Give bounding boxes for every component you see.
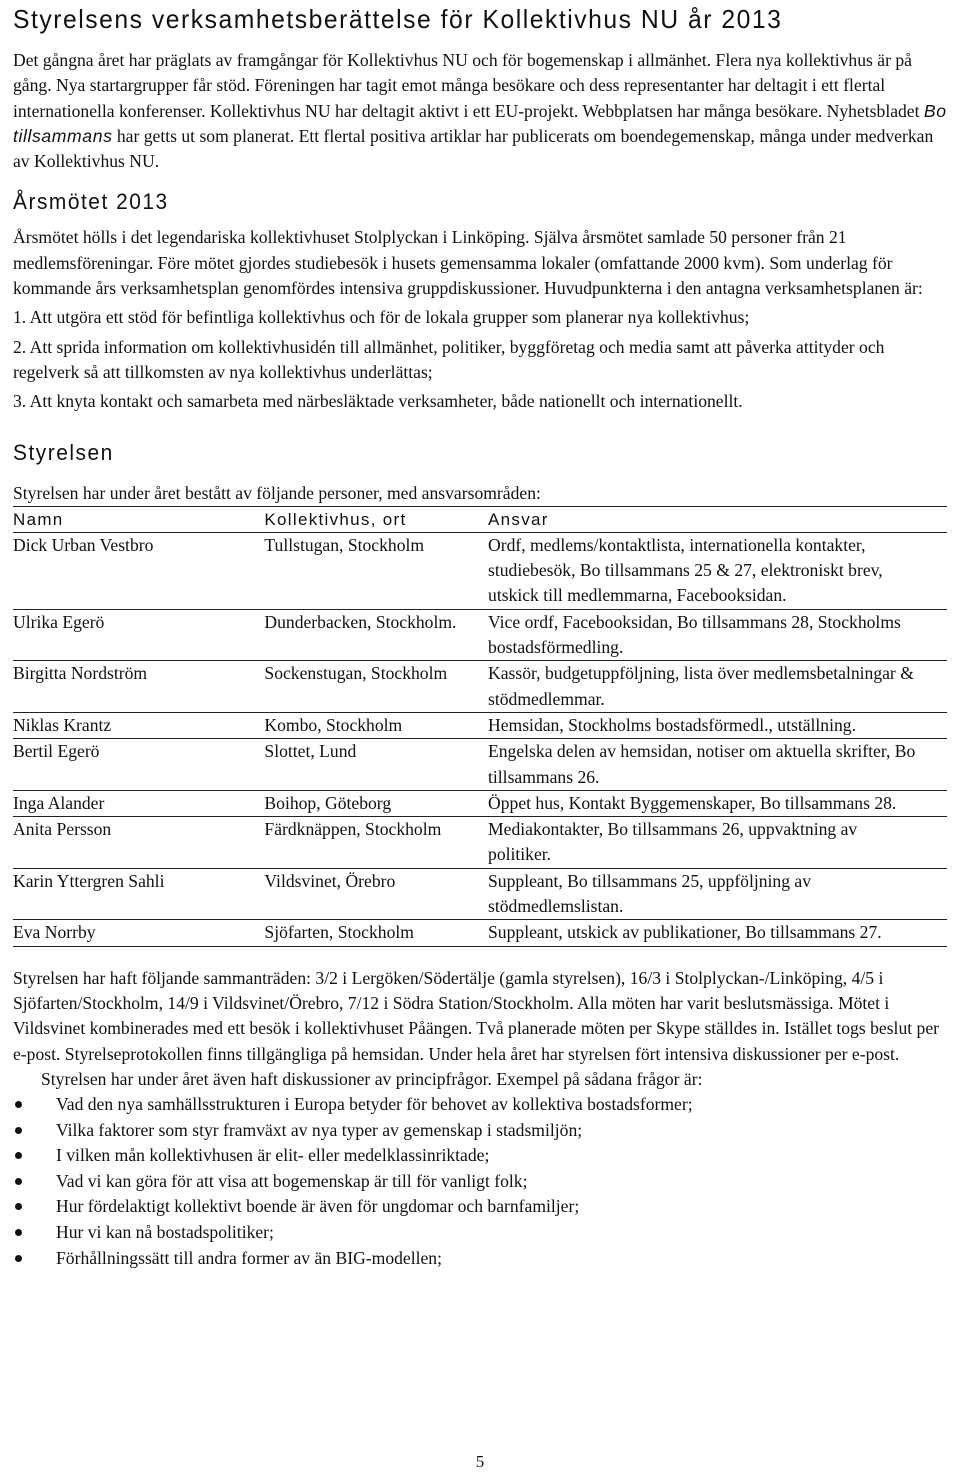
table-row (13, 868, 947, 920)
member-name: Niklas Krantz (13, 714, 112, 735)
member-house: Kombo, Stockholm (264, 714, 403, 735)
list-item (13, 1118, 947, 1144)
member-house: Boihop, Göteborg (264, 792, 392, 813)
member-role-cell (488, 868, 947, 920)
member-role-cell (488, 532, 947, 609)
question-text: Hur fördelaktigt kollektivt boende är även för ungdomar och barnfamiljer; (56, 1196, 580, 1217)
intro-text-end: har getts ut som planerat. Ett flertal positiva artiklar har publicerats om boendegemenskap, många under medverkan av Kollektivhus NU. (13, 125, 934, 172)
member-house: Sjöfarten, Stockholm (264, 922, 414, 943)
member-role-cell (488, 920, 947, 946)
member-house-cell (264, 868, 488, 920)
member-house-cell (264, 712, 488, 738)
member-role: Suppleant, Bo tillsammans 25, uppföljning av stödmedlemslistan. (488, 870, 812, 917)
member-house-cell (264, 609, 488, 661)
column-header-role: Ansvar (488, 506, 947, 532)
member-house-cell (264, 532, 488, 609)
question-text: I vilken mån kollektivhusen är elit- eller medelklassinriktade; (56, 1145, 490, 1166)
member-name: Eva Norrby (13, 922, 96, 943)
question-text: Förhållningssätt till andra former av än BIG-modellen; (56, 1247, 442, 1268)
board-table-body (13, 532, 947, 946)
bullet-icon (15, 1127, 22, 1134)
question-text: Vad den nya samhällsstrukturen i Europa betyder för behovet av kollektiva bostadsformer; (56, 1094, 693, 1115)
member-name: Bertil Egerö (13, 741, 100, 762)
member-name: Dick Urban Vestbro (13, 534, 154, 555)
table-row (13, 920, 947, 946)
member-role: Öppet hus, Kontakt Byggemenskaper, Bo tillsammans 28. (488, 792, 897, 813)
member-role: Suppleant, utskick av publikationer, Bo tillsammans 27. (488, 922, 882, 943)
member-role: Ordf, medlems/kontaktlista, internationella kontakter, studiebesök, Bo tillsammans 25 & 27, elektroniskt brev, utskick till medlemmarna, Facebooksidan. (488, 534, 883, 606)
table-row (13, 790, 947, 816)
table-header-row (13, 506, 947, 532)
member-role-cell (488, 817, 947, 869)
table-row (13, 739, 947, 791)
styrelsen-intro: Styrelsen har under året bestått av följande personer, med ansvarsområden: (13, 482, 541, 503)
member-role-cell (488, 790, 947, 816)
intro-text-start: Det gångna året har präglats av framgångar för Kollektivhus NU och för bogemenskap i allmänhet. Flera nya kollektivhus är på gång. Nya startargrupper får stöd. Föreningen har tagit emot många besökare och dess representanter har deltagit i ett flertal internationella konferenser. Kollektivhus NU har deltagit aktivt i ett EU-projekt. Webbplatsen har många besökare. Nyhetsbladet (13, 50, 924, 121)
question-text: Hur vi kan nå bostadspolitiker; (56, 1222, 274, 1243)
newsletter-title: Bo tillsammans (13, 100, 947, 146)
member-name-cell (13, 712, 264, 738)
list-item (13, 1143, 947, 1169)
arsmotet-heading: Årsmötet 2013 (13, 189, 169, 215)
list-item (13, 1092, 947, 1118)
page-number: 5 (475, 1452, 485, 1471)
member-role-cell (488, 609, 947, 661)
member-name: Birgitta Nordström (13, 663, 148, 684)
member-name-cell (13, 868, 264, 920)
member-house: Tullstugan, Stockholm (264, 534, 425, 555)
member-role: Vice ordf, Facebooksidan, Bo tillsammans 28, Stockholms bostadsförmedling. (488, 611, 901, 658)
member-name-cell (13, 920, 264, 946)
principle-questions-list (13, 1092, 947, 1271)
member-role: Hemsidan, Stockholms bostadsförmedl., utställning. (488, 714, 856, 735)
member-role: Engelska delen av hemsidan, notiser om aktuella skrifter, Bo tillsammans 26. (488, 741, 916, 787)
member-house: Dunderbacken, Stockholm. (264, 611, 457, 632)
bullet-icon (15, 1152, 22, 1159)
bullet-icon (15, 1255, 22, 1262)
bullet-icon (15, 1203, 22, 1210)
arsmotet-paragraph: Årsmötet hölls i det legendariska kollektivhuset Stolplyckan i Linköping. Själva årsmötet samlade 50 personer från 21 medlemsföreningar. Före mötet gjordes studiebesök i husets gemensamma lokaler (omfattande 2000 kvm). Som underlag för kommande års verksamhetsplan genomfördes intensiva gruppdiskussioner. Huvudpunkterna i den antagna verksamhetsplanen är: (13, 227, 923, 299)
column-header-house: Kollektivhus, ort (264, 506, 488, 532)
table-row (13, 661, 947, 713)
member-role-cell (488, 661, 947, 713)
bullet-icon (15, 1178, 22, 1185)
table-row (13, 712, 947, 738)
question-text: Vad vi kan göra för att visa att bogemenskap är till för vanligt folk; (56, 1170, 528, 1191)
discussions-intro: Styrelsen har under året även haft diskussioner av principfrågor. Exempel på sådana frågor är: (41, 1068, 703, 1089)
plan-point-2: 2. Att sprida information om kollektivhusidén till allmänhet, politiker, byggföretag och media samt att påverka attityder och regelverk så att tillkomsten av nya kollektivhus underlättas; (13, 336, 885, 382)
member-name: Anita Persson (13, 819, 112, 840)
member-role-cell (488, 712, 947, 738)
meetings-paragraph: Styrelsen har haft följande sammanträden: 3/2 i Lergöken/Södertälje (gamla styrelsen), 16/3 i Stolplyckan-/Linköping, 4/5 i Sjöfarten/Stockholm, 14/9 i Vildsvinet/Örebro, 7/12 i Södra Station/Stockholm. Alla möten har varit beslutsmässiga. Mötet i Vildsvinet kombinerades med ett besök i kollektivhuset Påängen. Två planerade möten per Skype ställdes in. Istället togs beslut per e-post. Styrelseprotokollen finns tillgängliga på hemsidan. Under hela året har styrelsen fört intensiva diskussioner per e-post. (13, 967, 939, 1064)
bullet-icon (15, 1101, 22, 1108)
member-house-cell (264, 790, 488, 816)
board-members-table (13, 506, 947, 947)
member-name-cell (13, 790, 264, 816)
member-name: Ulrika Egerö (13, 611, 105, 632)
member-name-cell (13, 661, 264, 713)
table-row (13, 532, 947, 609)
member-name-cell (13, 609, 264, 661)
bullet-icon (15, 1229, 22, 1236)
member-house: Slottet, Lund (264, 741, 357, 762)
member-house: Vildsvinet, Örebro (264, 870, 396, 891)
member-name-cell (13, 739, 264, 791)
member-role: Kassör, budgetuppföljning, lista över medlemsbetalningar & stödmedlemmar. (488, 663, 914, 709)
member-name-cell (13, 532, 264, 609)
member-house-cell (264, 739, 488, 791)
table-row (13, 609, 947, 661)
member-name-cell (13, 817, 264, 869)
member-role: Mediakontakter, Bo tillsammans 26, uppvaktning av politiker. (488, 819, 858, 865)
question-text: Vilka faktorer som styr framväxt av nya typer av gemenskap i stadsmiljön; (56, 1119, 583, 1140)
member-house-cell (264, 920, 488, 946)
table-row (13, 817, 947, 869)
list-item (13, 1220, 947, 1246)
document-title: Styrelsens verksamhetsberättelse för Kollektivhus NU år 2013 (13, 4, 783, 34)
intro-paragraph (13, 48, 947, 174)
member-house: Sockenstugan, Stockholm (264, 663, 448, 684)
plan-point-3: 3. Att knyta kontakt och samarbeta med närbesläktade verksamheter, både nationellt och internationellt. (13, 391, 743, 412)
list-item (13, 1194, 947, 1220)
styrelsen-heading: Styrelsen (13, 439, 114, 465)
member-role-cell (488, 739, 947, 791)
member-name: Karin Yttergren Sahli (13, 870, 165, 891)
member-house: Färdknäppen, Stockholm (264, 819, 442, 840)
member-house-cell (264, 661, 488, 713)
column-header-name: Namn (13, 506, 264, 532)
member-name: Inga Alander (13, 792, 105, 813)
list-item (13, 1169, 947, 1195)
member-house-cell (264, 817, 488, 869)
list-item (13, 1246, 947, 1272)
plan-point-1: 1. Att utgöra ett stöd för befintliga kollektivhus och för de lokala grupper som planerar nya kollektivhus; (13, 307, 750, 328)
